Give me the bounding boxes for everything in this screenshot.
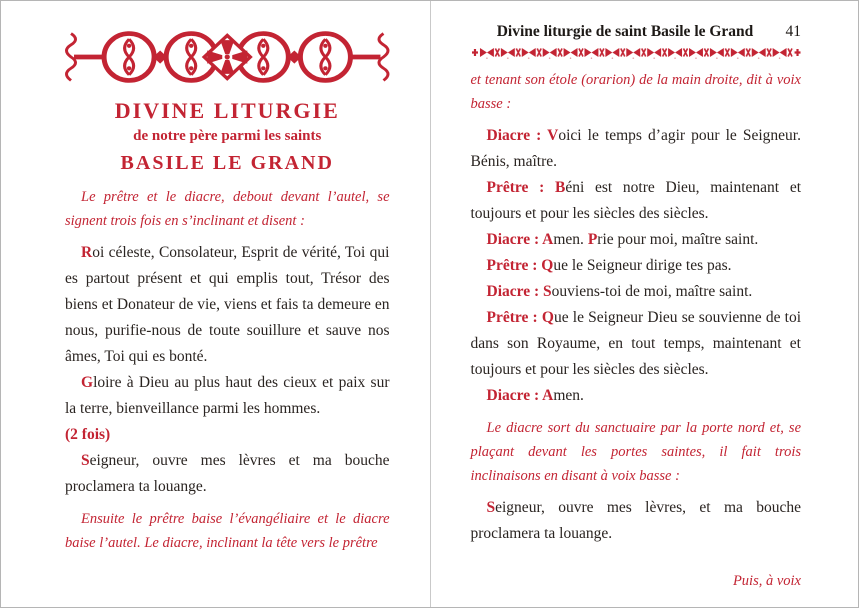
dialogue-paragraph (471, 253, 802, 279)
text-run: rie pour moi, maître saint. (597, 231, 759, 248)
text-run: éni est notre Dieu, maintenant et toujours et pour les siècles des siècles. (470, 179, 802, 222)
text-run: Le prêtre et le diacre, debout devant l’autel, se signent trois fois en s’inclinant et disent : (65, 189, 390, 229)
text-run: ue le Seigneur dirige tes pas. (553, 257, 732, 274)
speaker-label: Diacre : (486, 283, 544, 300)
dialogue-paragraph (471, 279, 802, 305)
section-title-line1: DIVINE LITURGIE (114, 98, 340, 123)
text-run: Le diacre sort du sanctuaire par la porte nord et, se plaçant devant les portes saintes, il fait trois inclinaisons en disant à voix basse : (470, 420, 801, 484)
initial-letter: V (547, 127, 559, 144)
text-run: Puis, à voix (732, 573, 801, 589)
section-title (65, 97, 390, 177)
speaker-label: Prêtre : (486, 309, 542, 326)
initial-letter: S (543, 283, 552, 300)
initial-letter: G (81, 374, 94, 391)
dialogue-paragraph (471, 175, 802, 227)
page-gutter-line (430, 1, 431, 607)
text-run: men. (553, 387, 584, 404)
text-run: ue le Seigneur Dieu se souvienne de toi dans son Royaume, en tout temps, maintenant et toujours et pour les siècles des siècles. (470, 309, 801, 378)
section-title-line3: BASILE LE GRAND (120, 152, 334, 174)
running-header (471, 21, 802, 43)
text-run: oi céleste, Consolateur, Esprit de vérité, Toi qui es partout présent et qui emplis tout, Trésor des biens et Donateur de vie, viens et fais ta demeure en nous, purifie-nous de toute souillure et sauve nos âmes, Toi qui es bonté. (65, 244, 390, 365)
initial-letter: A (542, 387, 554, 404)
repeat-note (65, 422, 390, 448)
rubric-paragraph (65, 507, 390, 555)
continuation-note (471, 569, 802, 593)
initial-letter: A (542, 231, 554, 248)
speaker-label: Prêtre : (486, 257, 542, 274)
speaker-label: Diacre : (486, 387, 543, 404)
section-title-line2: de notre père parmi les saints (133, 128, 322, 144)
prayer-paragraph (65, 370, 390, 422)
dialogue-paragraph (471, 227, 802, 253)
prayer-paragraph (65, 448, 390, 500)
rubric-paragraph (471, 68, 802, 116)
initial-letter: Q (541, 257, 554, 274)
running-header-title: Divine liturgie de saint Basile le Grand (496, 23, 754, 40)
text-run: men. (553, 231, 588, 248)
text-run: eigneur, ouvre mes lèvres et ma bouche proclamera ta louange. (65, 452, 390, 495)
page-right (430, 1, 859, 607)
prayer-paragraph (65, 240, 390, 370)
dialogue-paragraph (471, 305, 802, 383)
text-run: eigneur, ouvre mes lèvres, et ma bouche proclamera ta louange. (470, 499, 801, 542)
text-run: et tenant son étole (orarion) de la main droite, dit à voix basse : (470, 72, 801, 112)
text-run: ouviens-toi de moi, maître saint. (551, 283, 753, 300)
page-left (1, 1, 430, 607)
initial-letter: P (587, 231, 598, 248)
rubric-paragraph (65, 185, 390, 233)
text-run: oici le temps d’agir pour le Seigneur. Bénis, maître. (470, 127, 801, 170)
chain-band-ornament (471, 46, 802, 59)
knotwork-cross-band-ornament (65, 27, 390, 87)
initial-letter: S (81, 452, 90, 469)
prayer-paragraph (471, 495, 802, 547)
left-page-text (65, 185, 390, 555)
initial-letter: Q (541, 309, 554, 326)
dialogue-paragraph (471, 383, 802, 409)
rubric-paragraph (471, 416, 802, 488)
text-run: Ensuite le prêtre baise l’évangéliaire et le diacre baise l’autel. Le diacre, inclinant la tête vers le prêtre (65, 511, 390, 551)
initial-letter: B (554, 179, 566, 196)
initial-letter: R (81, 244, 93, 261)
initial-letter: S (486, 499, 496, 516)
right-page-text (471, 68, 802, 593)
page-number: 41 (785, 23, 801, 40)
speaker-label: Diacre : (486, 127, 548, 144)
speaker-label: Diacre : (486, 231, 543, 248)
speaker-label: Prêtre : (486, 179, 555, 196)
text-run: loire à Dieu au plus haut des cieux et paix sur la terre, bienveillance parmi les hommes. (65, 374, 390, 417)
dialogue-paragraph (471, 123, 802, 175)
text-run: (2 fois) (65, 426, 111, 443)
